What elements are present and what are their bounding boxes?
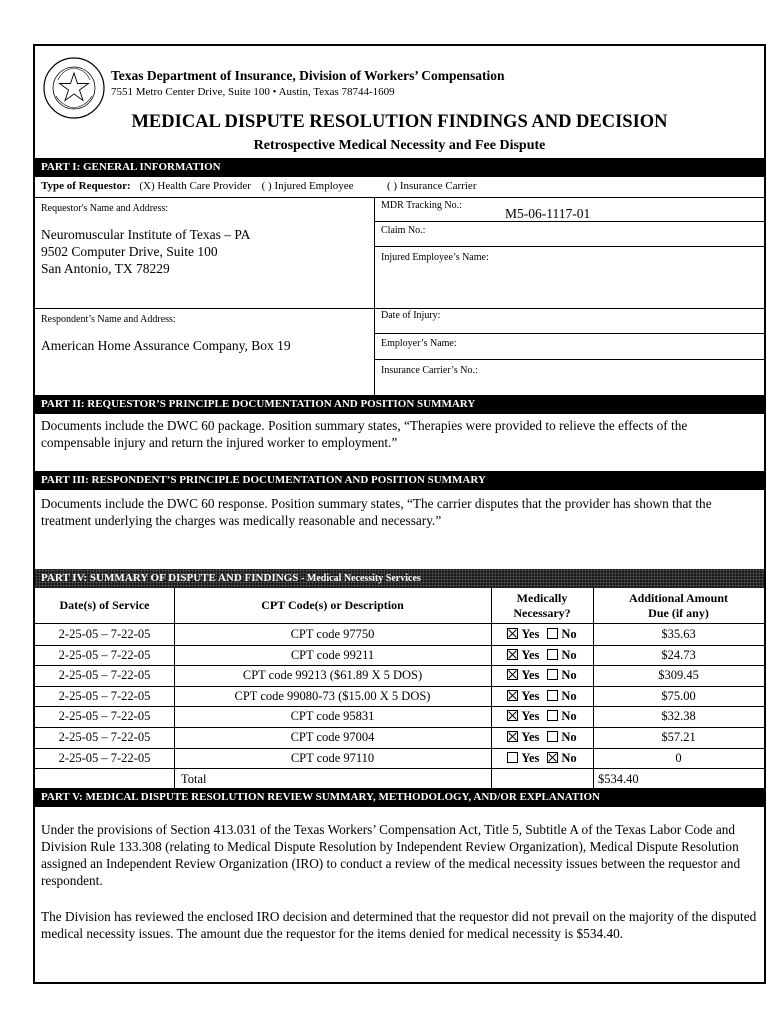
no-label: No	[561, 750, 577, 765]
requestor-type-injured-employee: ( ) Injured Employee	[261, 180, 354, 192]
insurance-carrier-number-label: Insurance Carrier’s No.:	[381, 365, 478, 376]
unchecked-box-icon	[547, 690, 558, 701]
row-necessary	[491, 627, 593, 642]
unchecked-box-icon	[547, 731, 558, 742]
checked-box-icon	[507, 731, 518, 742]
checked-box-icon	[507, 669, 518, 680]
checked-box-icon	[507, 649, 518, 660]
col-header-cpt: CPT Code(s) or Description	[261, 598, 404, 612]
row-amount: $57.21	[661, 730, 696, 744]
no-label: No	[561, 647, 577, 662]
part2-heading: PART II: REQUESTOR’S PRINCIPLE DOCUMENTATION AND POSITION SUMMARY	[35, 395, 764, 414]
row-necessary	[491, 709, 593, 724]
mdr-tracking-label: MDR Tracking No.:	[381, 200, 462, 211]
requestor-address-line2: San Antonio, TX 78229	[41, 261, 170, 276]
part4-heading-main: PART IV: SUMMARY OF DISPUTE AND FINDINGS	[41, 572, 299, 584]
row-amount: $35.63	[661, 627, 696, 641]
yes-label: Yes	[521, 688, 540, 703]
texas-state-seal-icon	[42, 56, 106, 120]
requestor-type-label: Type of Requestor:	[41, 180, 131, 192]
row-dates: 2-25-05 – 7-22-05	[58, 688, 151, 703]
row-dates: 2-25-05 – 7-22-05	[58, 668, 151, 683]
yes-label: Yes	[521, 750, 540, 765]
requestor-address-line1: 9502 Computer Drive, Suite 100	[41, 244, 218, 259]
row-cpt: CPT code 95831	[290, 709, 375, 724]
col-header-necessary	[491, 591, 593, 621]
unchecked-box-icon	[547, 628, 558, 639]
checked-box-icon	[547, 752, 558, 763]
no-label: No	[561, 730, 577, 744]
part4-heading	[35, 569, 764, 588]
requestor-type-health-care-provider: (X) Health Care Provider	[139, 180, 251, 192]
claim-number-label: Claim No.:	[381, 225, 426, 236]
part3-text: Documents include the DWC 60 response. Position summary states, “The carrier disputes that the provider has shown that the treatment underlying the charges was medically reasonable and necessary.”	[41, 496, 712, 528]
checked-box-icon	[507, 628, 518, 639]
agency-address: 7551 Metro Center Drive, Suite 100 • Austin, Texas 78744-1609	[111, 86, 395, 98]
part2-text: Documents include the DWC 60 package. Position summary states, “Therapies were provided to relieve the effects of the compensable injury and return the injured worker to employment.”	[41, 418, 688, 450]
row-cpt: CPT code 97750	[290, 627, 375, 641]
unchecked-box-icon	[507, 752, 518, 763]
yes-label: Yes	[521, 627, 540, 641]
part5-heading: PART V: MEDICAL DISPUTE RESOLUTION REVIEW SUMMARY, METHODOLOGY, AND/OR EXPLANATION	[35, 788, 764, 807]
row-cpt: CPT code 97004	[290, 730, 375, 744]
mdr-tracking-number: M5-06-1117-01	[505, 206, 591, 221]
no-label: No	[561, 627, 577, 641]
row-necessary	[491, 689, 593, 704]
col-header-necessary-line2: Necessary?	[513, 606, 571, 620]
row-amount: 0	[675, 750, 682, 765]
row-cpt: CPT code 97110	[290, 750, 375, 765]
requestor-type-row	[41, 180, 354, 192]
row-amount: $309.45	[658, 668, 699, 683]
yes-label: Yes	[521, 647, 540, 662]
total-label: Total	[181, 772, 207, 786]
col-header-amount	[593, 591, 764, 621]
form-frame	[33, 44, 766, 984]
checked-box-icon	[507, 690, 518, 701]
total-value: $534.40	[598, 772, 639, 786]
part5-paragraph2: The Division has reviewed the enclosed IRO decision and determined that the requestor did not prevail on the majority of the disputed medical necessity issues. The amount due the requestor for the items denied for medical necessity is $534.40.	[41, 909, 757, 941]
requestor-type-insurance-carrier: ( ) Insurance Carrier	[387, 180, 477, 192]
unchecked-box-icon	[547, 710, 558, 721]
form-title: MEDICAL DISPUTE RESOLUTION FINDINGS AND DECISION	[131, 112, 668, 132]
checked-box-icon	[507, 710, 518, 721]
yes-label: Yes	[521, 668, 540, 683]
row-dates: 2-25-05 – 7-22-05	[58, 647, 151, 662]
requestor-name-label: Requestor's Name and Address:	[41, 203, 169, 214]
part3-heading: PART III: RESPONDENT’S PRINCIPLE DOCUMENTATION AND POSITION SUMMARY	[35, 471, 764, 490]
yes-label: Yes	[521, 709, 540, 724]
row-necessary	[491, 751, 593, 766]
row-amount: $32.38	[661, 709, 696, 724]
no-label: No	[561, 688, 577, 703]
row-dates: 2-25-05 – 7-22-05	[58, 709, 151, 724]
part1-heading: PART I: GENERAL INFORMATION	[35, 158, 764, 177]
row-cpt: CPT code 99213 ($61.89 X 5 DOS)	[242, 668, 423, 683]
form-subtitle: Retrospective Medical Necessity and Fee Dispute	[253, 138, 546, 153]
row-necessary	[491, 730, 593, 745]
row-amount: $24.73	[661, 647, 696, 662]
row-dates: 2-25-05 – 7-22-05	[58, 750, 151, 765]
col-header-necessary-line1: Medically	[516, 591, 568, 605]
unchecked-box-icon	[547, 649, 558, 660]
row-necessary	[491, 648, 593, 663]
yes-label: Yes	[521, 730, 540, 744]
row-cpt: CPT code 99211	[290, 647, 375, 662]
col-header-amount-line1: Additional Amount	[628, 591, 729, 605]
respondent-name: American Home Assurance Company, Box 19	[41, 338, 291, 353]
date-of-injury-label: Date of Injury:	[381, 310, 441, 321]
employer-name-label: Employer’s Name:	[381, 338, 457, 349]
col-header-amount-line2: Due (if any)	[648, 606, 709, 620]
respondent-name-label: Respondent’s Name and Address:	[41, 314, 176, 325]
row-amount: $75.00	[661, 688, 696, 703]
unchecked-box-icon	[547, 669, 558, 680]
no-label: No	[561, 709, 577, 724]
no-label: No	[561, 668, 577, 683]
row-dates: 2-25-05 – 7-22-05	[58, 627, 151, 641]
part4-heading-sub: - Medical Necessity Services	[301, 573, 421, 584]
requestor-name: Neuromuscular Institute of Texas – PA	[41, 227, 251, 242]
row-necessary	[491, 668, 593, 683]
agency-name: Texas Department of Insurance, Division of Workers’ Compensation	[111, 68, 505, 83]
col-header-dates: Date(s) of Service	[59, 598, 150, 612]
part5-paragraph1: Under the provisions of Section 413.031 of the Texas Workers’ Compensation Act, Title 5, Subtitle A of the Texas Labor Code and Division Rule 133.308 (relating to Medical Dispute Resolution by Independent Review Organization), Medical Dispute Resolution assigned an Independent Review Organization (IRO) to conduct a review of the medical necessity issues between the requestor and respondent.	[41, 822, 741, 888]
injured-employee-name-label: Injured Employee’s Name:	[381, 252, 489, 263]
row-dates: 2-25-05 – 7-22-05	[58, 730, 151, 744]
row-cpt: CPT code 99080-73 ($15.00 X 5 DOS)	[234, 688, 431, 703]
